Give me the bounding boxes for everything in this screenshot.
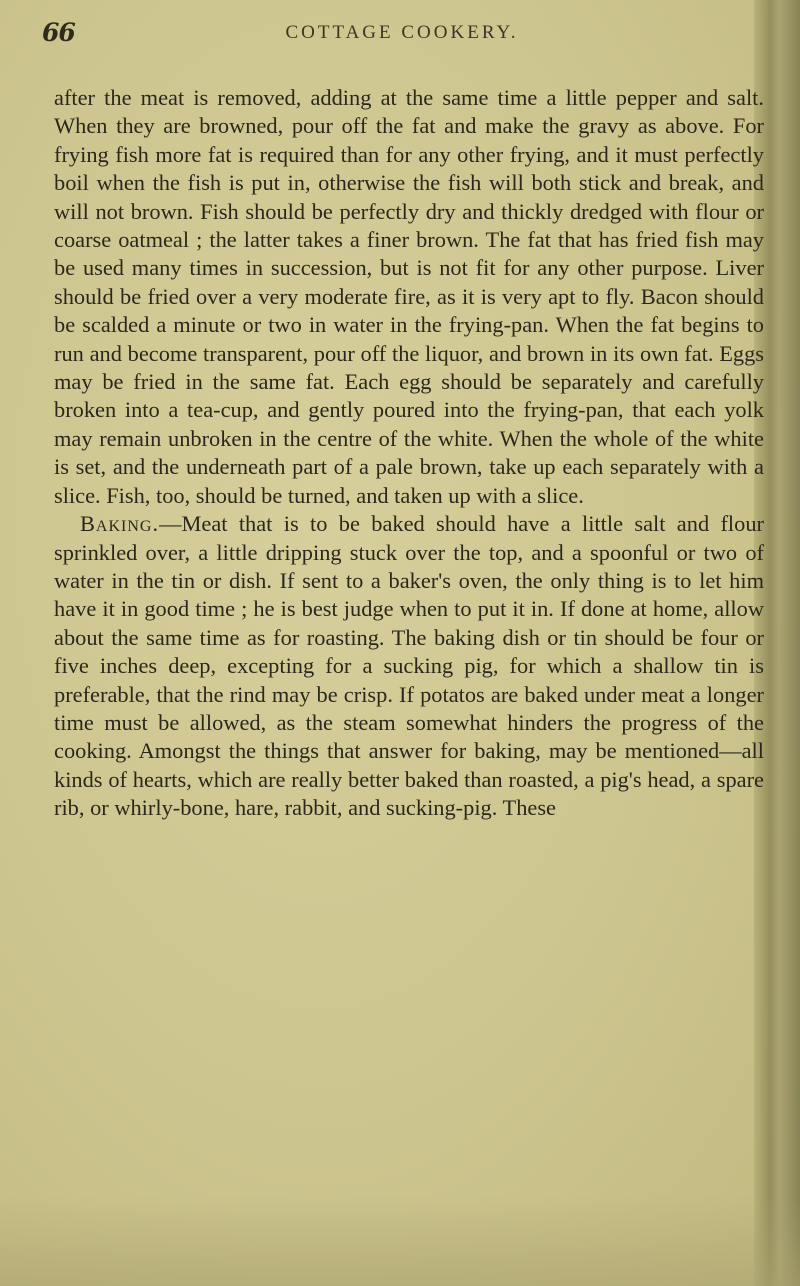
section-heading-baking: Baking. <box>80 511 160 537</box>
body-text <box>54 84 764 823</box>
running-head: COTTAGE COOKERY. <box>285 22 519 43</box>
page-number: 66 <box>42 18 75 47</box>
page-header <box>42 18 762 58</box>
paragraph-frying: after the meat is removed, adding at the same time a little pepper and salt. When they are browned, pour off the fat and make the gravy as above. For frying fish more fat is required than for any other frying, and it must perfectly boil when the fish is put in, otherwise the fish will both stick and break, and will not brown. Fish should be perfectly dry and thickly dredged with flour or coarse oatmeal ; the latter takes a finer brown. The fat that has fried fish may be used many times in succession, but is not fit for any other purpose. Liver should be fried over a very moderate fire, as it is very apt to fly. Bacon should be scalded a minute or two in water in the frying-pan. When the fat begins to run and become transparent, pour off the liquor, and brown in its own fat. Eggs may be fried in the same fat. Each egg should be separately and carefully broken into a tea-cup, and gently poured into the frying-pan, that each yolk may remain unbroken in the centre of the white. When the whole of the white is set, and the underneath part of a pale brown, take up each separately with a slice. Fish, too, should be turned, and taken up with a slice. <box>54 85 764 508</box>
page-bottom-shade <box>0 1196 800 1286</box>
paragraph-baking-text: —Meat that is to be baked should have a little salt and flour sprinkled over, a little dripping stuck over the top, and a spoonful or two of water in the tin or dish. If sent to a baker's oven, the only thing is to let him have it in good time ; he is best judge when to put it in. If done at home, allow about the same time as for roasting. The baking dish or tin should be four or five inches deep, excepting for a sucking pig, for which a shallow tin is preferable, that the rind may be crisp. If potatos are baked under meat a longer time must be allowed, as the steam somewhat hinders the progress of the cooking. Amongst the things that answer for baking, may be mentioned—all kinds of hearts, which are really better baked than roasted, a pig's head, a spare rib, or whirly-bone, hare, rabbit, and sucking-pig. These <box>54 511 764 821</box>
paragraph-baking <box>54 510 764 822</box>
